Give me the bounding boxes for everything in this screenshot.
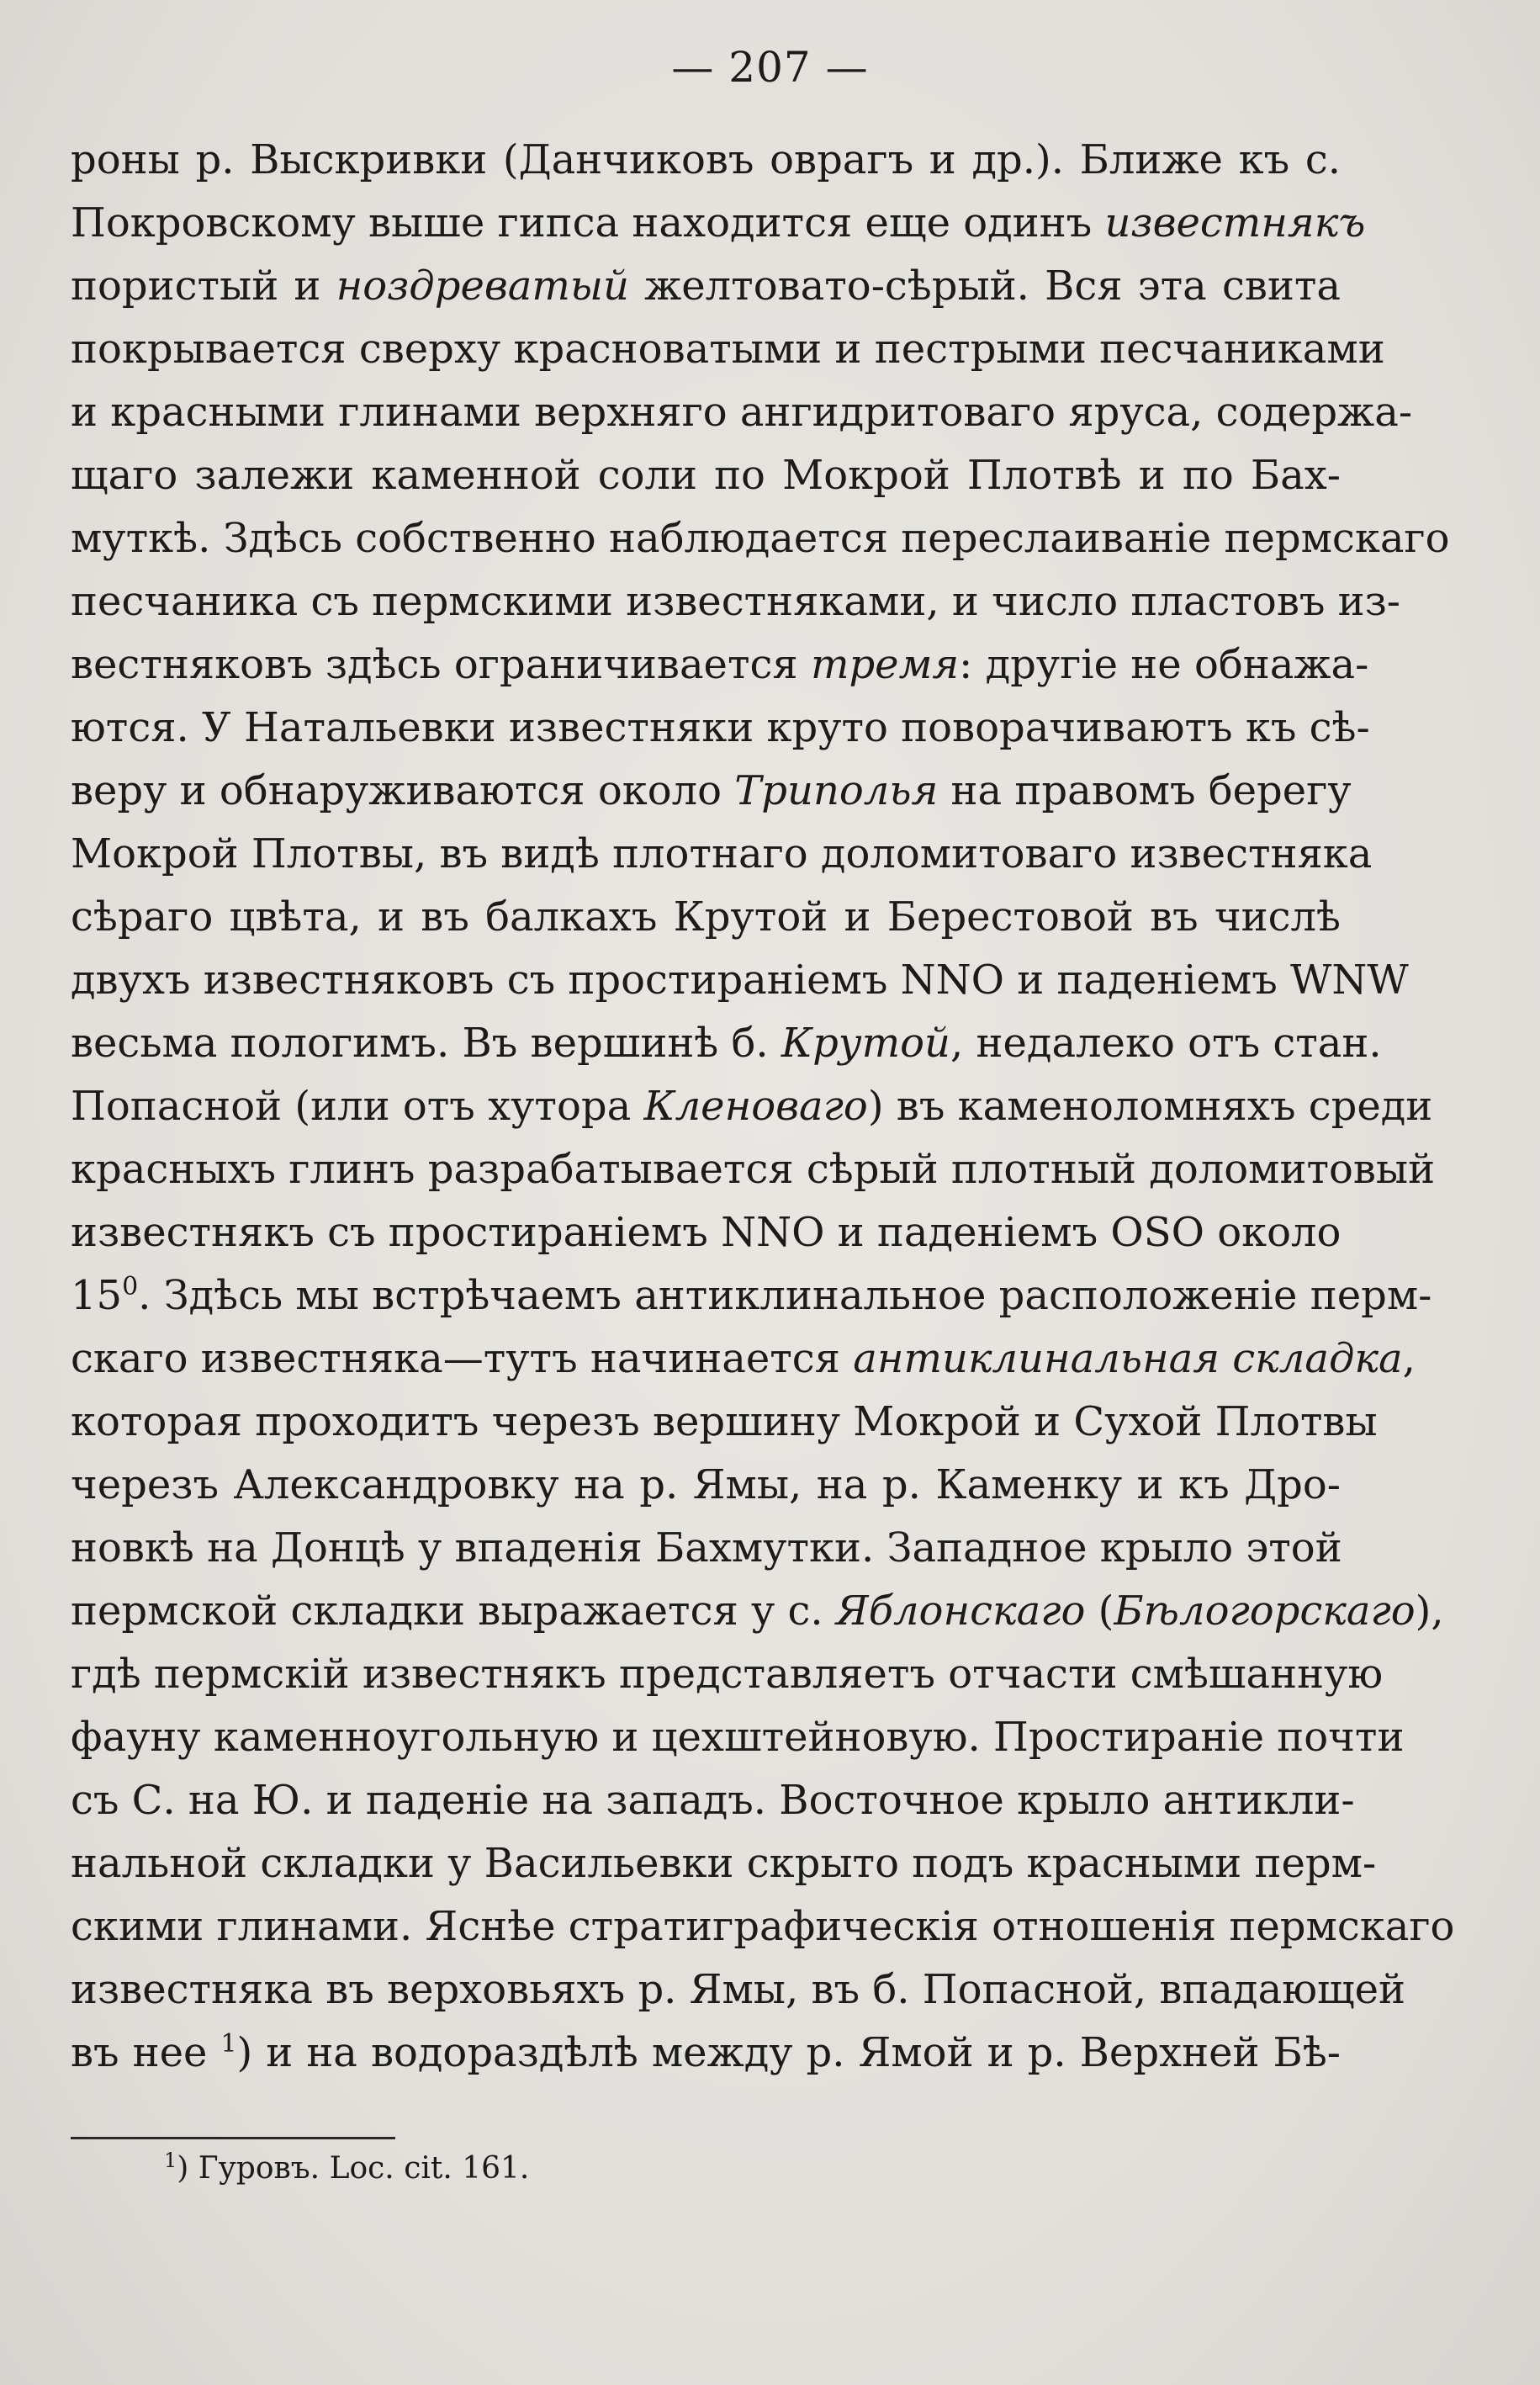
text-run: новкѣ на Донцѣ у впаденія Бахмутки. Западное крыло этой bbox=[71, 1524, 1342, 1571]
superscript: 1 bbox=[220, 2029, 237, 2059]
body-text bbox=[71, 129, 1455, 2085]
text-run: муткѣ. Здѣсь собственно наблюдается переслаиваніе пермскаго bbox=[71, 515, 1450, 562]
text-line bbox=[71, 192, 1366, 255]
text-run: щаго залежи каменной соли по Мокрой Плотвѣ и по Бах- bbox=[71, 452, 1341, 499]
text-run: известнякъ съ простираніемъ NNO и паденіемъ OSO около bbox=[71, 1209, 1342, 1256]
footnote-marker: 1 bbox=[164, 2149, 177, 2172]
page-number: — 207 — bbox=[671, 43, 869, 92]
text-line bbox=[71, 1832, 1377, 1895]
text-run: известняка въ верховьяхъ р. Ямы, въ б. Попасной, впадающей bbox=[71, 1966, 1405, 2013]
text-run: ( bbox=[1085, 1587, 1114, 1635]
text-run: красныхъ глинъ разрабатывается сѣрый плотный доломитовый bbox=[71, 1146, 1436, 1193]
text-line bbox=[71, 1012, 1382, 1075]
text-line bbox=[71, 1264, 1432, 1328]
text-run: двухъ известняковъ съ простираніемъ NNO и паденіемъ WNW bbox=[71, 957, 1409, 1004]
text-run: песчаника съ пермскими известняками, и число пластовъ из- bbox=[71, 578, 1401, 625]
text-run: черезъ Александровку на р. Ямы, на р. Каменку и къ Дро- bbox=[71, 1461, 1341, 1508]
text-run: : другіе не обнажа- bbox=[959, 641, 1369, 688]
text-run: на правомъ берегу bbox=[938, 767, 1352, 814]
italic-term: Крутой bbox=[781, 1020, 950, 1067]
text-run: пористый и bbox=[71, 262, 336, 310]
text-line bbox=[71, 507, 1450, 570]
text-run: . Здѣсь мы встрѣчаемъ антиклинальное расположеніе перм- bbox=[138, 1272, 1432, 1319]
text-line bbox=[71, 1391, 1378, 1454]
text-line bbox=[71, 949, 1409, 1012]
italic-term: Яблонскаго bbox=[835, 1587, 1086, 1635]
italic-term: Триполья bbox=[734, 767, 939, 814]
text-run: желтовато-сѣрый. Вся эта свита bbox=[628, 262, 1342, 310]
text-line bbox=[71, 760, 1352, 823]
text-run: весьма пологимъ. Въ вершинѣ б. bbox=[71, 1020, 781, 1067]
text-line bbox=[71, 381, 1413, 444]
text-line bbox=[71, 1454, 1341, 1517]
text-run: , недалеко отъ стан. bbox=[950, 1020, 1382, 1067]
text-run: съ С. на Ю. и паденіе на западъ. Восточное крыло антикли- bbox=[71, 1777, 1355, 1824]
text-line bbox=[71, 255, 1341, 318]
text-line bbox=[71, 318, 1385, 381]
text-run: ) и на водораздѣлѣ между р. Ямой и р. Верхней Бѣ- bbox=[236, 2029, 1341, 2076]
text-line bbox=[71, 570, 1401, 633]
text-run: , bbox=[1402, 1335, 1416, 1382]
italic-term: ноздреватый bbox=[336, 262, 629, 310]
text-line bbox=[71, 1895, 1455, 1958]
text-line bbox=[71, 697, 1370, 760]
text-run: ) въ каменоломняхъ среди bbox=[867, 1083, 1433, 1130]
text-line bbox=[71, 2022, 1341, 2085]
text-run: которая проходитъ черезъ вершину Мокрой и Сухой Плотвы bbox=[71, 1398, 1378, 1445]
text-line bbox=[71, 1580, 1444, 1643]
text-run: 15 bbox=[71, 1272, 123, 1319]
text-line bbox=[71, 1769, 1355, 1832]
superscript: 0 bbox=[122, 1272, 139, 1301]
footnote-text: ) Гуровъ. Loc. cit. 161. bbox=[177, 2151, 530, 2186]
footnote bbox=[164, 2149, 529, 2189]
text-line bbox=[71, 823, 1373, 886]
text-line bbox=[71, 633, 1369, 697]
text-run: фауну каменноугольную и цехштейновую. Простираніе почти bbox=[71, 1714, 1405, 1761]
text-run: нальной складки у Васильевки скрыто подъ красными перм- bbox=[71, 1840, 1377, 1887]
text-run: скаго известняка—тутъ начинается bbox=[71, 1335, 854, 1382]
footnote-divider bbox=[71, 2137, 395, 2139]
italic-term: антиклинальная складка bbox=[853, 1335, 1403, 1382]
italic-term: Кленоваго bbox=[643, 1083, 868, 1130]
italic-term: известнякъ bbox=[1104, 199, 1366, 246]
text-run: пермской складки выражается у с. bbox=[71, 1587, 836, 1635]
text-line bbox=[71, 1328, 1416, 1391]
text-line bbox=[71, 1201, 1341, 1264]
text-line bbox=[71, 1706, 1405, 1769]
text-run: сѣраго цвѣта, и въ балкахъ Крутой и Берестовой въ числѣ bbox=[71, 893, 1341, 941]
text-run: покрывается сверху красноватыми и пестрыми песчаниками bbox=[71, 326, 1385, 373]
text-run: ются. У Натальевки известняки круто поворачиваютъ къ сѣ- bbox=[71, 704, 1370, 751]
text-run: въ нее bbox=[71, 2029, 221, 2076]
text-line bbox=[71, 1643, 1384, 1706]
text-run: ), bbox=[1415, 1587, 1444, 1635]
text-run: и красными глинами верхняго ангидритоваго яруса, содержа- bbox=[71, 389, 1413, 436]
text-line bbox=[71, 129, 1341, 192]
italic-term: тремя bbox=[810, 641, 960, 688]
text-run: роны р. Выскривки (Данчиковъ оврагъ и др.). Ближе къ с. bbox=[71, 136, 1341, 183]
text-run: Попасной (или отъ хутора bbox=[71, 1083, 644, 1130]
text-run: гдѣ пермскій известнякъ представляетъ отчасти смѣшанную bbox=[71, 1651, 1384, 1698]
text-run: скими глинами. Яснѣе стратиграфическія отношенія пермскаго bbox=[71, 1903, 1455, 1950]
text-line bbox=[71, 444, 1341, 507]
text-run: Покровскому выше гипса находится еще одинъ bbox=[71, 199, 1105, 246]
italic-term: Бѣлогорскаго bbox=[1114, 1587, 1416, 1635]
text-run: Мокрой Плотвы, въ видѣ плотнаго доломитоваго известняка bbox=[71, 830, 1373, 877]
text-line bbox=[71, 1138, 1436, 1201]
text-line bbox=[71, 886, 1341, 949]
text-line bbox=[71, 1958, 1405, 2022]
text-line bbox=[71, 1075, 1433, 1138]
text-line bbox=[71, 1517, 1341, 1580]
text-run: веру и обнаруживаются около bbox=[71, 767, 735, 814]
text-run: вестняковъ здѣсь ограничивается bbox=[71, 641, 811, 688]
